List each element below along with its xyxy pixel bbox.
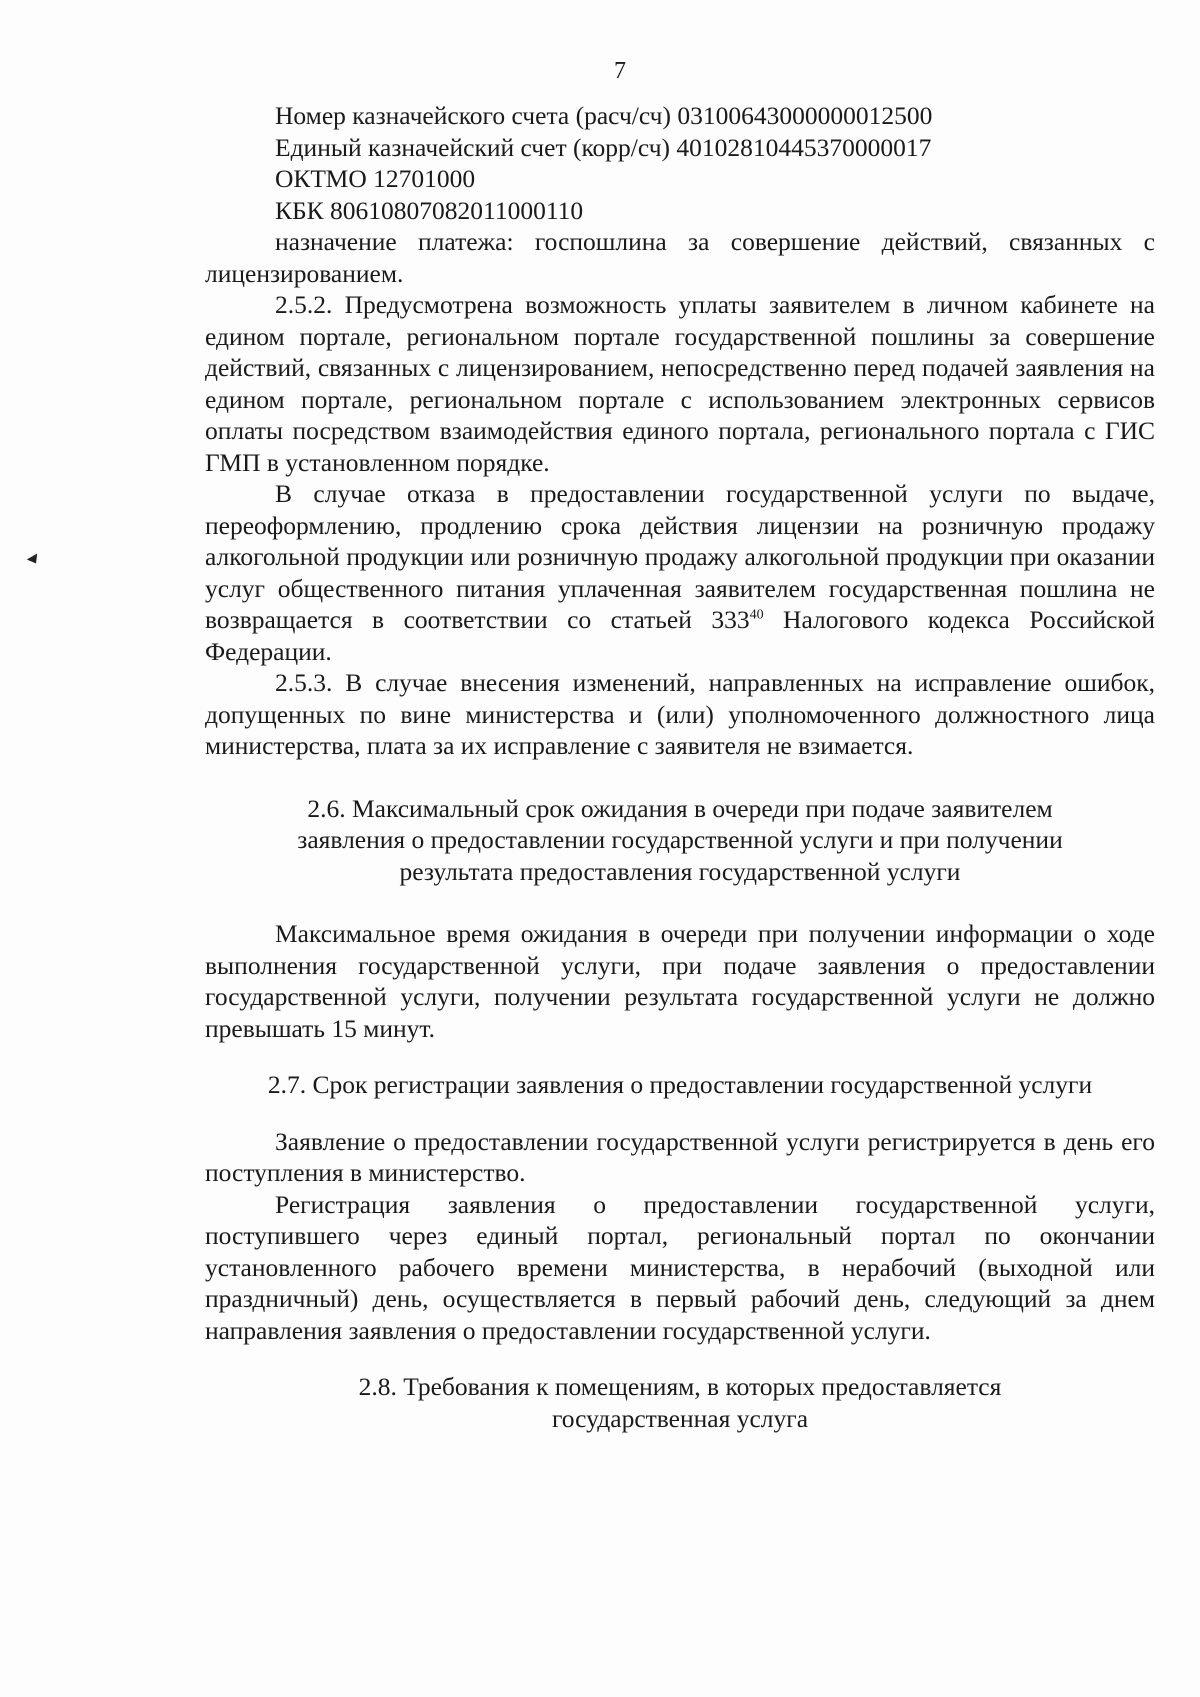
refusal-text-end: Налогового кодекса Российской Федерации. [205,605,1155,666]
heading-2-7: 2.7. Срок регистрации заявления о предоставлении государственной услуги [267,1070,1093,1099]
single-treasury-account-line: Единый казначейский счет (корр/сч) 40102810445370000017 [275,132,932,162]
heading-2-8 [205,1371,1155,1434]
refusal-paragraph [205,478,1155,667]
oktmo-line: ОКТМО 12701000 [275,164,476,193]
paragraph-2-5-2: 2.5.2. Предусмотрена возможность уплаты заявителем в личном кабинете на едином портале, региональном портале государственной пошлины за совершение действий, связанных с лицензированием, непосредственно перед подачей заявления на едином портале, региональном портале с использованием электронных сервисов оплаты посредством взаимодействия единого портала, регионального портала с ГИС ГМП в установленном порядке. [205,290,1155,477]
paragraph-2-5-3: 2.5.3. В случае внесения изменений, направленных на исправление ошибок, допущенных по вине министерства и (или) уполномоченного должностного лица министерства, плата за их исправление с заявителя не взимается. [205,668,1155,760]
registration-day-paragraph: Заявление о предоставлении государственной услуги регистрируется в день его поступления в министерство. [205,1126,1155,1187]
kbk-line: КБК 80610807082011000110 [275,195,584,225]
heading-2-6-line-1: 2.6. Максимальный срок ожидания в очереди при подаче заявителем [307,793,1053,823]
page-number: 7 [614,58,626,84]
heading-2-6-line-2: заявления о предоставлении государственной услуги и при получении [297,825,1063,854]
refusal-text: В случае отказа в предоставлении государственной услуги по выдаче, переоформлению, продлению срока действия лицензии на розничную продажу алкогольной продукции или розничную продажу алкогольной продукции при оказании услуг общественного питания уплаченная заявителем государственная пошлина не возвращается в соответствии со статьей 333 [205,479,1155,634]
document-body [205,100,1155,1434]
heading-2-6 [205,793,1155,888]
heading-2-8-line-1: 2.8. Требования к помещениям, в которых предоставляется [358,1372,1002,1401]
wait-time-paragraph: Максимальное время ожидания в очереди при получении информации о ходе выполнения государственной услуги, при подаче заявления о предоставлении государственной услуги, получении результата государственной услуги не должно превышать 15 минут. [205,919,1155,1043]
article-superscript: 40 [749,607,764,623]
treasury-account-line: Номер казначейского счета (расч/сч) 03100643000000012500 [275,101,933,130]
heading-2-6-line-3: результата предоставления государственной услуги [399,856,961,886]
registration-portal-paragraph: Регистрация заявления о предоставлении государственной услуги, поступившего через единый портал, региональный портал по окончании установленного рабочего времени министерства, в нерабочий (выходной или праздничный) день, осуществляется в первый рабочий день, следующий за днем направления заявления о предоставлении государственной услуги. [205,1189,1155,1345]
heading-2-8-line-2: государственная услуга [551,1403,809,1433]
scan-mark [27,554,41,567]
payment-purpose-paragraph: назначение платежа: госпошлина за совершение действий, связанных с лицензированием. [205,227,1155,288]
